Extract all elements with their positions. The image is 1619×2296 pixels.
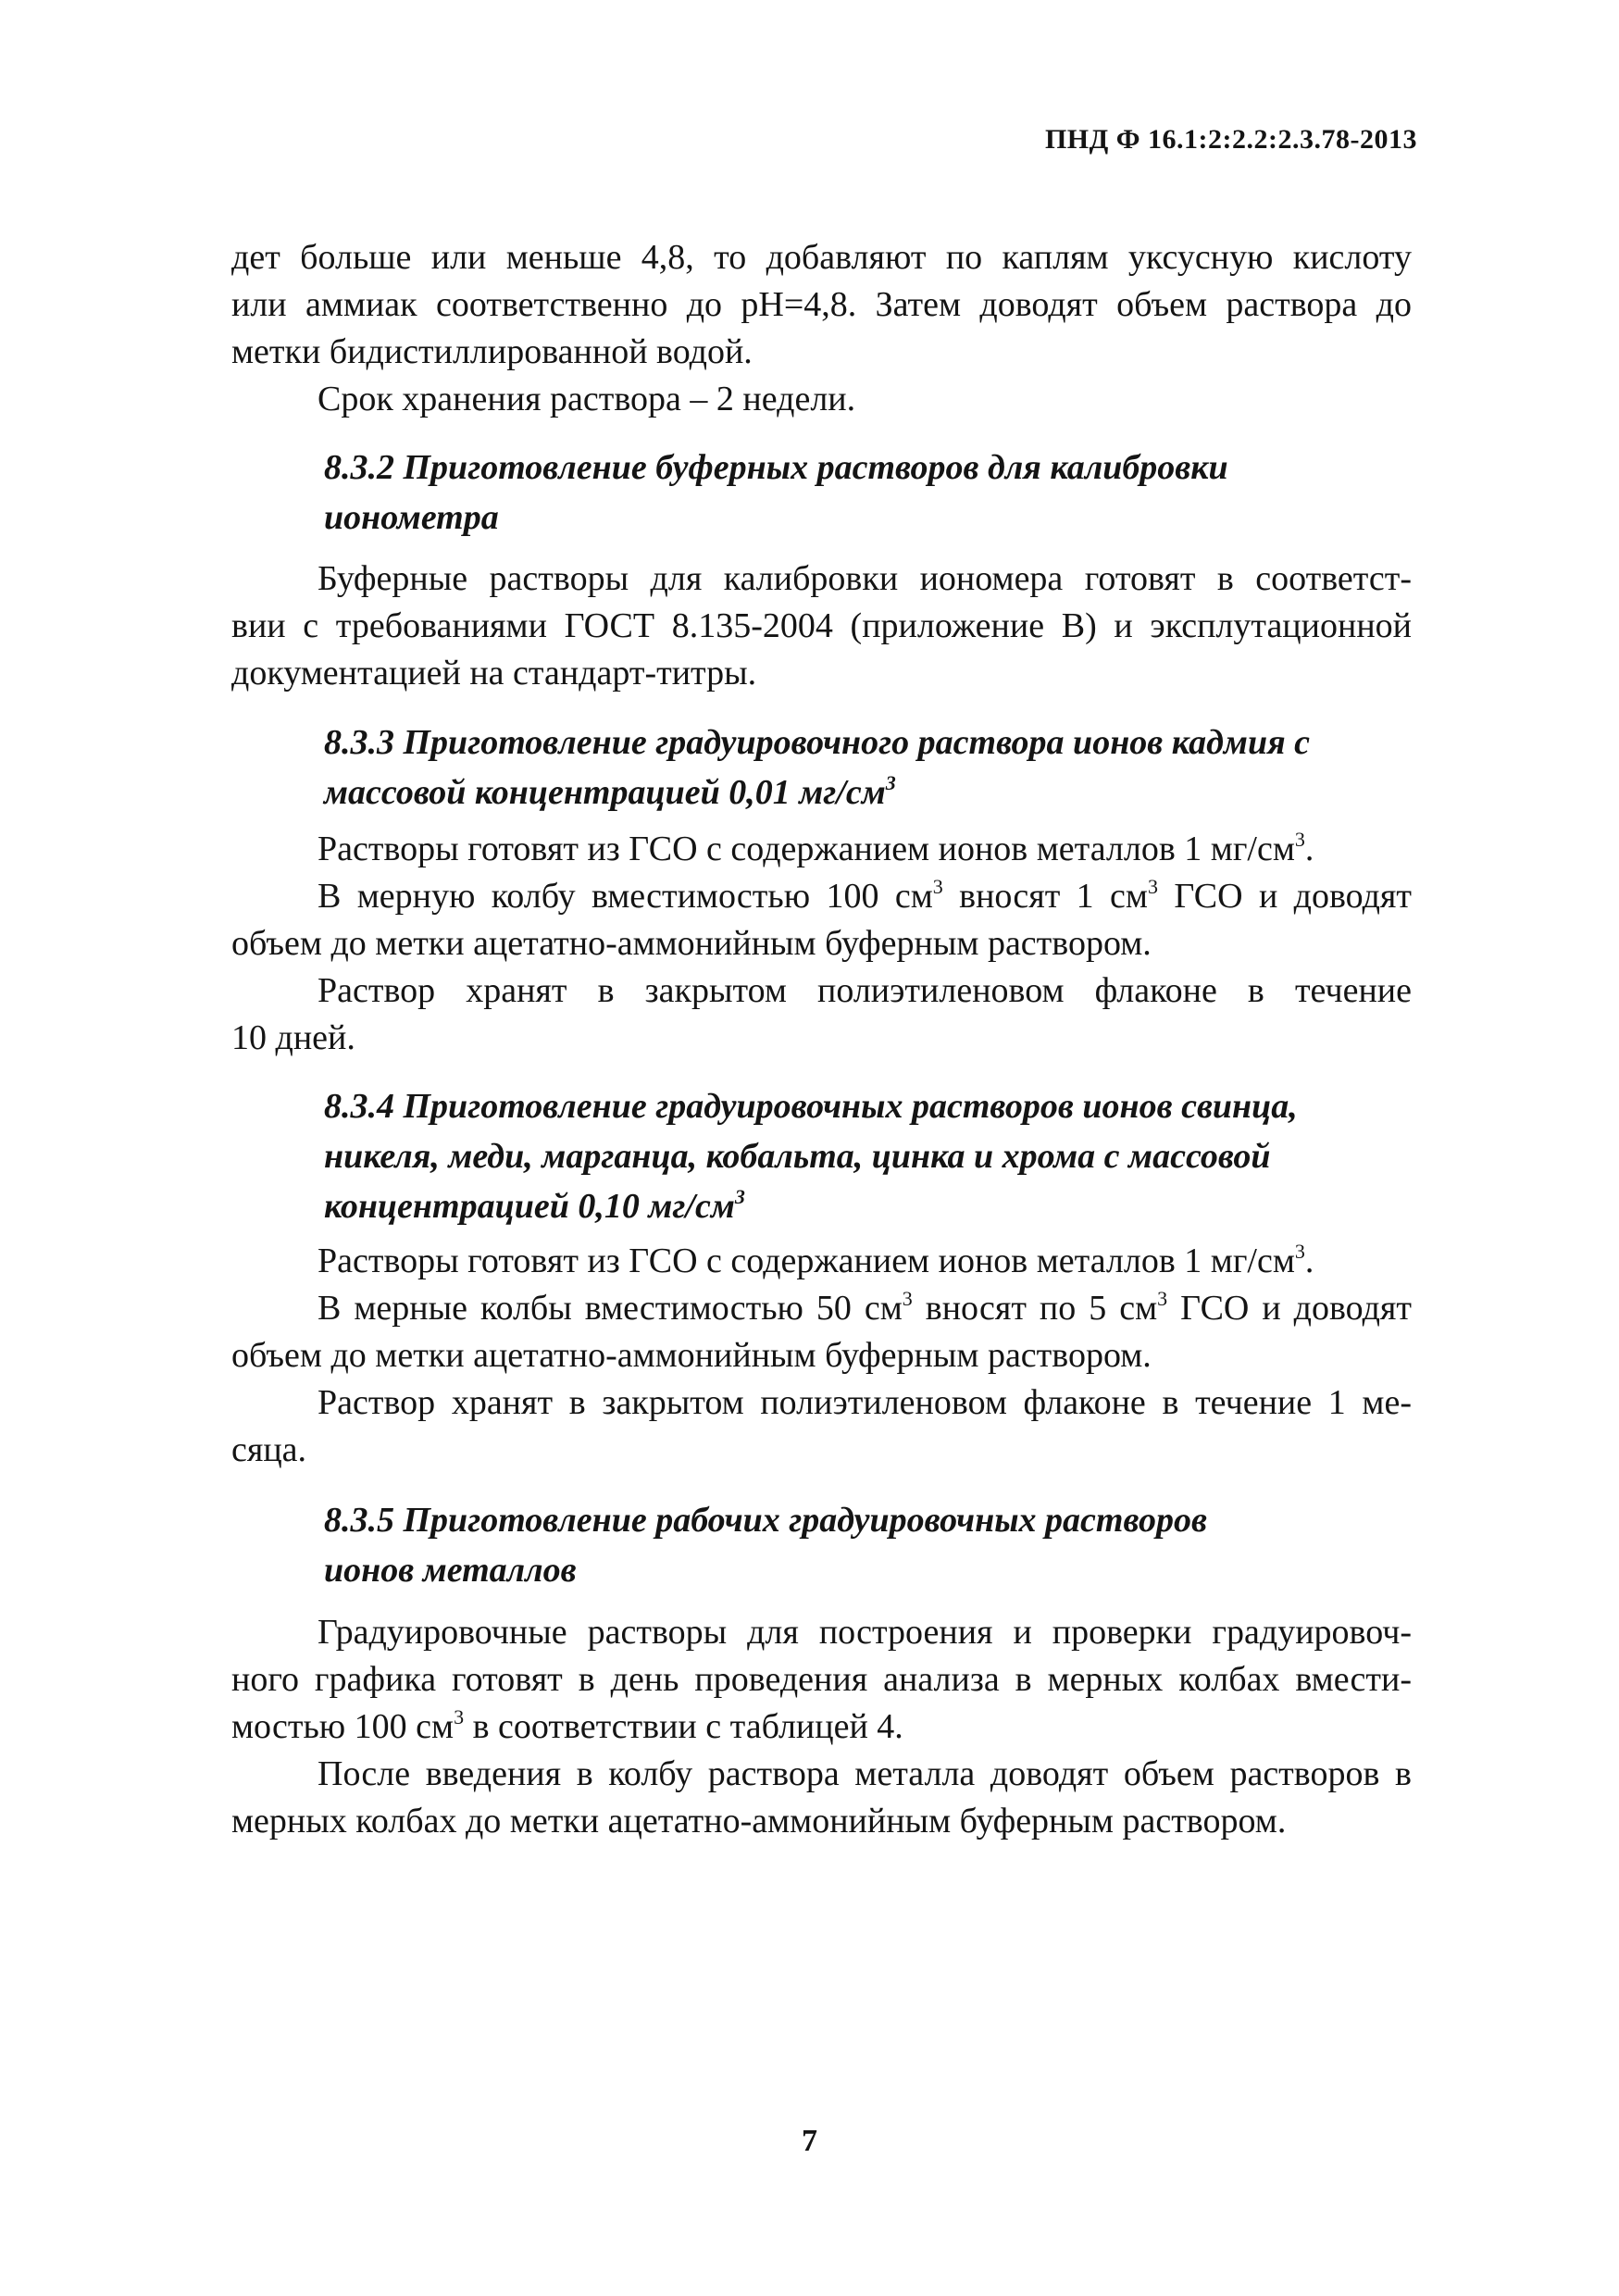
text-line: ного графика готовят в день проведения анализа в мерных колбах вмести- [231,1660,1412,1699]
section-heading-8-3-4 [324,1081,1398,1231]
document-code-header: ПНД Ф 16.1:2:2.2:2.3.78-2013 [1044,124,1417,155]
page-number: 7 [802,2124,817,2158]
heading-line [324,1181,1398,1231]
text-line [231,873,1412,920]
paragraph-8-3-5 [231,1609,1412,1845]
superscript: 3 [932,875,943,898]
paragraph-8-3-3 [231,826,1412,1062]
text-line: дет больше или меньше 4,8, то добавляют по каплям уксусную кислоту [231,238,1412,277]
superscript: 3 [1147,875,1158,898]
text: ГСО и доводят [1167,1289,1412,1328]
text: Растворы готовят из ГСО с содержанием ионов металлов 1 мг/см [318,830,1295,868]
text-line: сяца. [231,1430,307,1469]
heading-line: ионов металлов [324,1551,577,1590]
text-line: документацией на стандарт-титры. [231,654,757,693]
text: вносят по 5 см [912,1289,1158,1328]
text-line [231,1238,1412,1285]
text: вносят 1 см [942,877,1148,916]
text-line: объем до метки ацетатно-аммонийным буферным раствором. [231,1336,1152,1375]
text-line: Раствор хранят в закрытом полиэтиленовом флаконе в течение [318,971,1412,1010]
superscript: 3 [454,1705,465,1728]
superscript: 3 [1157,1287,1168,1310]
text-line [231,1703,1412,1751]
superscript: 3 [734,1185,745,1208]
heading-text: массовой концентрацией 0,01 мг/см [324,773,886,812]
text-line: вии с требованиями ГОСТ 8.135-2004 (приложение В) и эксплутационной [231,606,1412,645]
text-line: Буферные растворы для калибровки иономера готовят в соответст- [318,559,1412,598]
text-line: мерных колбах до метки ацетатно-аммонийным буферным раствором. [231,1802,1287,1841]
text: Растворы готовят из ГСО с содержанием ионов металлов 1 мг/см [318,1242,1295,1280]
superscript: 3 [1294,1240,1305,1263]
text-line: 10 дней. [231,1018,355,1057]
text-line: объем до метки ацетатно-аммонийным буферным раствором. [231,924,1152,963]
text-line: Градуировочные растворы для построения и проверки градуировоч- [318,1613,1412,1652]
heading-line: ионометра [324,498,499,537]
text-line [231,826,1412,873]
storage-note: Срок хранения раствора – 2 недели. [318,380,856,418]
superscript: 3 [902,1287,913,1310]
text-line: или аммиак соответственно до рН=4,8. Затем доводят объем раствора до [231,285,1412,324]
text-line [231,1285,1412,1332]
section-heading-8-3-3 [324,718,1398,817]
text: . [1304,830,1314,868]
text: . [1304,1242,1314,1280]
paragraph-8-3-4 [231,1238,1412,1474]
text-line: После введения в колбу раствора металла доводят объем растворов в [318,1754,1412,1793]
intro-paragraph [231,234,1412,423]
text-line: Раствор хранят в закрытом полиэтиленовом флаконе в течение 1 ме- [318,1383,1412,1422]
heading-line: 8.3.2 Приготовление буферных растворов для калибровки [324,448,1228,487]
superscript: 3 [885,771,896,794]
paragraph-8-3-2 [231,555,1412,697]
text: в соответствии с таблицей 4. [464,1707,903,1746]
text: ГСО и доводят [1157,877,1413,916]
text: В мерные колбы вместимостью 50 см [318,1289,903,1328]
heading-line: 8.3.5 Приготовление рабочих градуировочных растворов [324,1501,1207,1540]
heading-text: концентрацией 0,10 мг/см [324,1187,735,1226]
heading-line: никеля, меди, марганца, кобальта, цинка и хрома с массовой [324,1137,1271,1176]
text: мостью 100 см [231,1707,455,1746]
text-line: метки бидистиллированной водой. [231,332,753,371]
text: В мерную колбу вместимостью 100 см [318,877,933,916]
heading-line: 8.3.3 Приготовление градуировочного раствора ионов кадмия с [324,723,1311,762]
section-heading-8-3-2 [324,443,1398,543]
superscript: 3 [1294,828,1305,851]
section-heading-8-3-5 [324,1495,1398,1595]
heading-line: 8.3.4 Приготовление градуировочных растворов ионов свинца, [324,1087,1298,1126]
heading-line [324,767,1398,817]
